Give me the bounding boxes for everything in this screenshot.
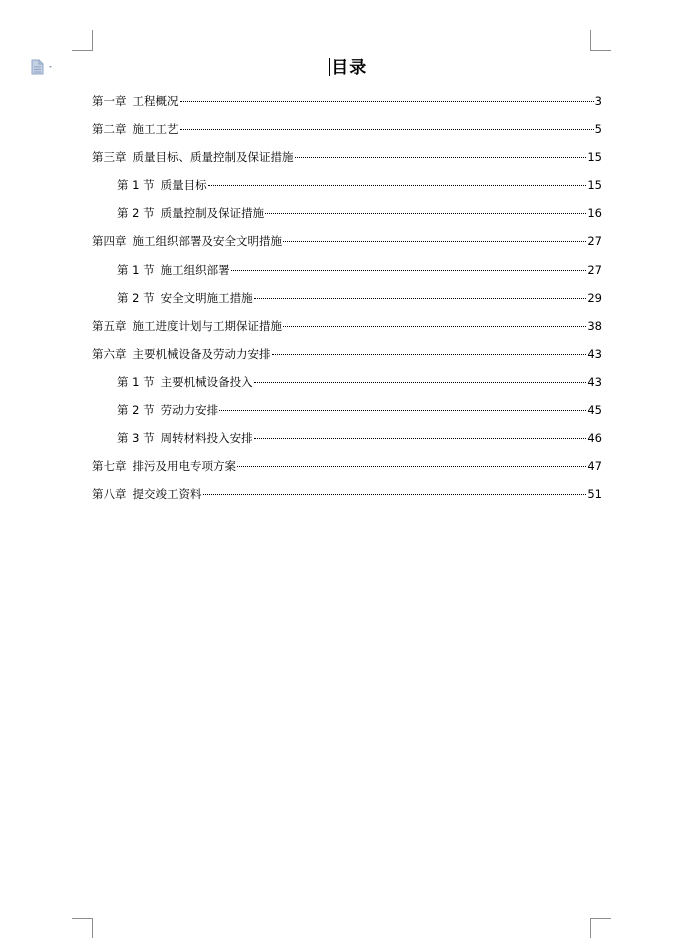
toc-dot-leader	[180, 101, 594, 102]
toc-entry-title: 施工进度计划与工期保证措施	[132, 318, 282, 333]
toc-entry-number: 第四章	[92, 234, 127, 249]
page-title[interactable]	[0, 57, 696, 79]
corner-mark-top-right	[590, 30, 611, 51]
toc-entry-number: 第六章	[92, 346, 127, 361]
toc-page-number: 38	[587, 318, 602, 333]
toc-entry[interactable]	[92, 457, 602, 485]
toc-dot-leader	[283, 241, 586, 242]
toc-entry[interactable]	[92, 176, 602, 204]
toc-entry[interactable]	[92, 232, 602, 260]
toc-entry[interactable]	[92, 148, 602, 176]
toc-dot-leader	[254, 438, 587, 439]
toc-dot-leader	[254, 382, 587, 383]
toc-entry-number: 第 1 节	[117, 262, 155, 277]
toc-entry[interactable]	[92, 485, 602, 513]
toc-entry-number: 第八章	[92, 487, 127, 502]
toc-entry-title: 主要机械设备及劳动力安排	[132, 346, 271, 361]
toc-page-number: 27	[587, 262, 602, 277]
toc-entry-title: 安全文明施工措施	[160, 290, 253, 305]
toc-entry-title: 质量控制及保证措施	[160, 206, 265, 221]
toc-page-number: 5	[594, 122, 602, 137]
toc-entry-title: 质量目标	[160, 178, 207, 193]
toc-dot-leader	[237, 466, 586, 467]
toc-entry-number: 第 1 节	[117, 178, 155, 193]
corner-mark-bottom-right	[590, 918, 611, 938]
toc-dot-leader	[265, 213, 586, 214]
toc-title-text: 目录	[331, 58, 368, 78]
toc-page-number: 29	[587, 290, 602, 305]
toc-entry[interactable]	[92, 429, 602, 457]
toc-entry-title: 工程概况	[132, 94, 179, 108]
toc-dot-leader	[283, 326, 586, 327]
table-of-contents	[92, 92, 602, 513]
toc-entry[interactable]	[92, 261, 602, 289]
toc-entry-title: 周转材料投入安排	[160, 431, 253, 446]
toc-entry[interactable]	[92, 289, 602, 317]
toc-entry-number: 第三章	[92, 150, 127, 165]
toc-dot-leader	[208, 185, 587, 186]
toc-entry-number: 第 3 节	[117, 431, 155, 446]
toc-page-number: 43	[587, 346, 602, 361]
toc-page-number: 46	[587, 431, 602, 446]
toc-entry-title: 排污及用电专项方案	[132, 459, 236, 474]
toc-entry-number: 第二章	[92, 122, 127, 137]
toc-entry-title: 施工组织部署及安全文明措施	[132, 234, 282, 249]
toc-entry-number: 第一章	[92, 94, 127, 108]
toc-page-number: 45	[587, 403, 602, 418]
toc-entry[interactable]	[92, 92, 602, 120]
toc-entry-title: 提交竣工资料	[132, 487, 202, 502]
toc-page-number: 16	[587, 206, 602, 221]
toc-entry[interactable]	[92, 120, 602, 148]
toc-dot-leader	[231, 270, 587, 271]
toc-entry[interactable]	[92, 317, 602, 345]
toc-entry-title: 施工工艺	[132, 122, 179, 137]
toc-page-number: 43	[587, 374, 602, 389]
toc-entry-number: 第 2 节	[117, 403, 155, 418]
toc-entry[interactable]	[92, 373, 602, 401]
toc-entry-title: 主要机械设备投入	[160, 374, 253, 389]
toc-dot-leader	[295, 157, 587, 158]
toc-page-number: 51	[587, 487, 602, 502]
toc-dot-leader	[203, 494, 587, 495]
toc-entry-number: 第 1 节	[117, 374, 155, 389]
toc-entry[interactable]	[92, 401, 602, 429]
corner-mark-top-left	[72, 30, 93, 51]
toc-entry[interactable]	[92, 345, 602, 373]
toc-entry-title: 质量目标、质量控制及保证措施	[132, 150, 294, 165]
toc-page-number: 27	[587, 234, 602, 249]
corner-mark-bottom-left	[72, 918, 93, 938]
toc-page-number: 15	[587, 150, 602, 165]
toc-entry-number: 第七章	[92, 459, 127, 474]
toc-page-number: 3	[594, 94, 602, 108]
toc-dot-leader	[219, 410, 586, 411]
toc-entry-number: 第 2 节	[117, 206, 155, 221]
toc-entry-title: 施工组织部署	[160, 262, 230, 277]
toc-page-number: 15	[587, 178, 602, 193]
toc-dot-leader	[272, 354, 587, 355]
toc-dot-leader	[254, 298, 587, 299]
toc-entry-number: 第五章	[92, 318, 127, 333]
toc-page-number: 47	[587, 459, 602, 474]
toc-dot-leader	[180, 129, 594, 130]
toc-entry-number: 第 2 节	[117, 290, 155, 305]
toc-entry-title: 劳动力安排	[160, 403, 219, 418]
toc-entry[interactable]	[92, 204, 602, 232]
